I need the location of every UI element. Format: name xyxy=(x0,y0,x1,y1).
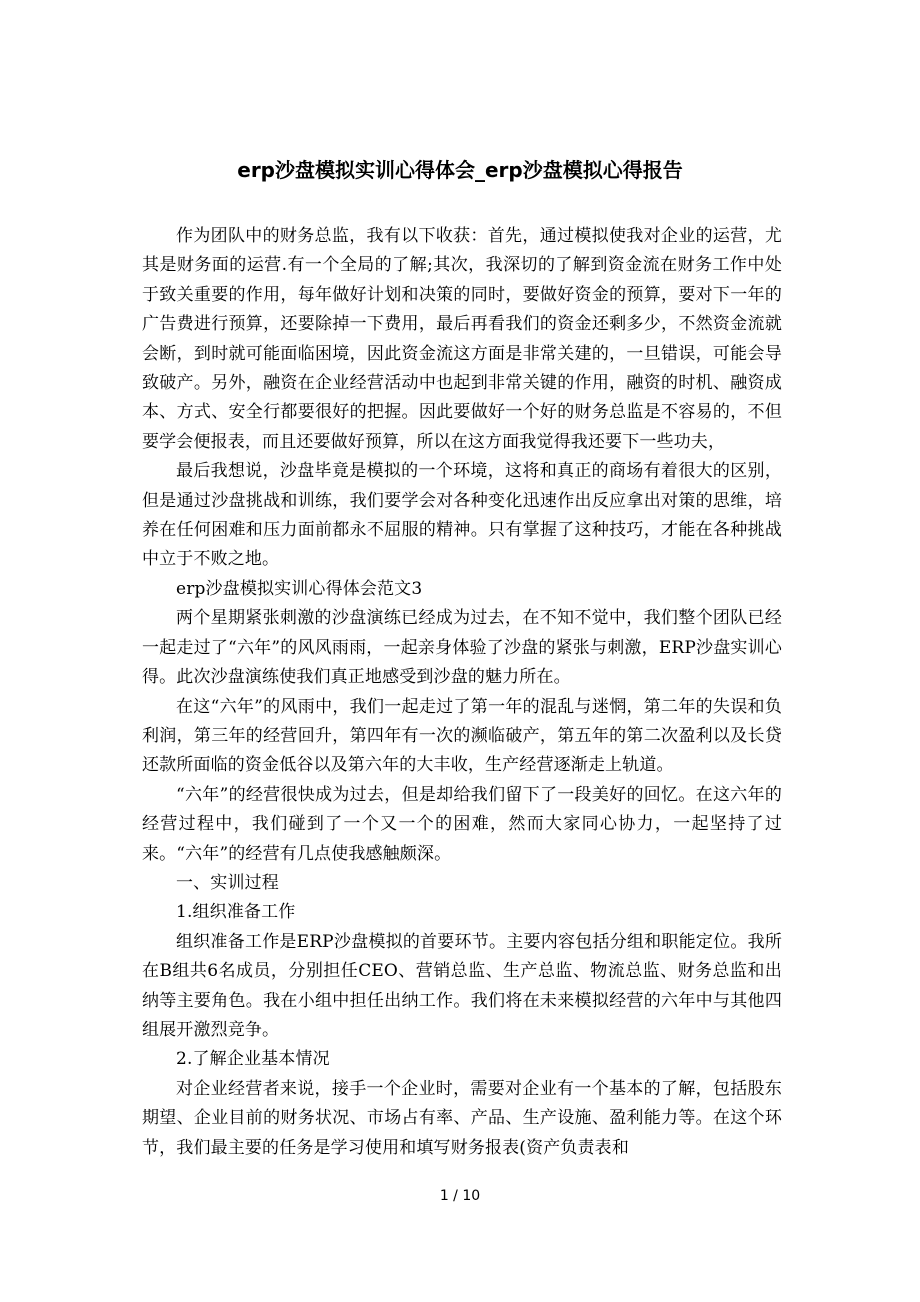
subheading-organization-prep: 1.组织准备工作 xyxy=(176,902,296,923)
subheading-enterprise-basics: 2.了解企业基本情况 xyxy=(176,1049,330,1070)
paragraph-six-years-memory: “六年”的经营很快成为过去，但是却给我们留下了一段美好的回忆。在这六年的经营过程中，我们碰到了一个又一个的困难，然而大家同心协力，一起坚持了过来。“六年”的经营有几点使我感触颇深。 xyxy=(142,784,782,864)
paragraph-enterprise-basics: 对企业经营者来说，接手一个企业时，需要对企业有一个基本的了解，包括股东期望、企业目前的财务状况、市场占有率、产品、生产设施、盈利能力等。在这个环节，我们最主要的任务是学习使用和填写财务报表(资产负责表和 xyxy=(142,1078,782,1158)
paragraph-conclusion: 最后我想说，沙盘毕竟是模拟的一个环境，这将和真正的商场有着很大的区别，但是通过沙盘挑战和训练，我们要学会对各种变化迅速作出反应拿出对策的思维，培养在任何困难和压力面前都永不屈服的精神。只有掌握了这种技巧，才能在各种挑战中立于不败之地。 xyxy=(142,461,782,570)
section-heading-training-process: 一、实训过程 xyxy=(176,872,279,893)
document-body xyxy=(142,222,782,1163)
paragraph-organization-prep: 组织准备工作是ERP沙盘模拟的首要环节。主要内容包括分组和职能定位。我所在B组共6名成员，分别担任CEO、营销总监、生产总监、物流总监、财务总监和出纳等主要角色。我在小组中担任出纳工作。我们将在未来模拟经营的六年中与其他四组展开激烈竞争。 xyxy=(142,931,782,1040)
page-indicator: 1 / 10 xyxy=(439,1188,481,1204)
paragraph-six-years-storm: 在这“六年”的风雨中，我们一起走过了第一年的混乱与迷惘，第二年的失误和负利润，第三年的经营回升，第四年有一次的濒临破产，第五年的第二次盈利以及长贷还款所面临的资金低谷以及第六年的大丰收，生产经营逐渐走上轨道。 xyxy=(142,696,782,776)
paragraph-finance-director: 作为团队中的财务总监，我有以下收获：首先，通过模拟使我对企业的运营，尤其是财务面的运营.有一个全局的了解;其次，我深切的了解到资金流在财务工作中处于致关重要的作用，每年做好计划和决策的同时，要做好资金的预算，要对下一年的广告费进行预算，还要除掉一下费用，最后再看我们的资金还剩多少，不然资金流就会断，到时就可能面临困境，因此资金流这方面是非常关建的，一旦错误，可能会导致破产。另外，融资在企业经营活动中也起到非常关键的作用，融资的时机、融资成本、方式、安全行都要很好的把握。因此要做好一个好的财务总监是不容易的，不但要学会便报表，而且还要做好预算，所以在这方面我觉得我还要下一些功夫， xyxy=(142,226,782,452)
paragraph-two-weeks: 两个星期紧张刺激的沙盘演练已经成为过去，在不知不觉中，我们整个团队已经一起走过了“六年”的风风雨雨，一起亲身体验了沙盘的紧张与刺激，ERP沙盘实训心得。此次沙盘演练使我们真正地感受到沙盘的魅力所在。 xyxy=(142,608,782,688)
document-title: erp沙盘模拟实训心得体会_erp沙盘模拟心得报告 xyxy=(237,158,683,182)
section-heading-sample-3: erp沙盘模拟实训心得体会范文3 xyxy=(176,578,423,599)
